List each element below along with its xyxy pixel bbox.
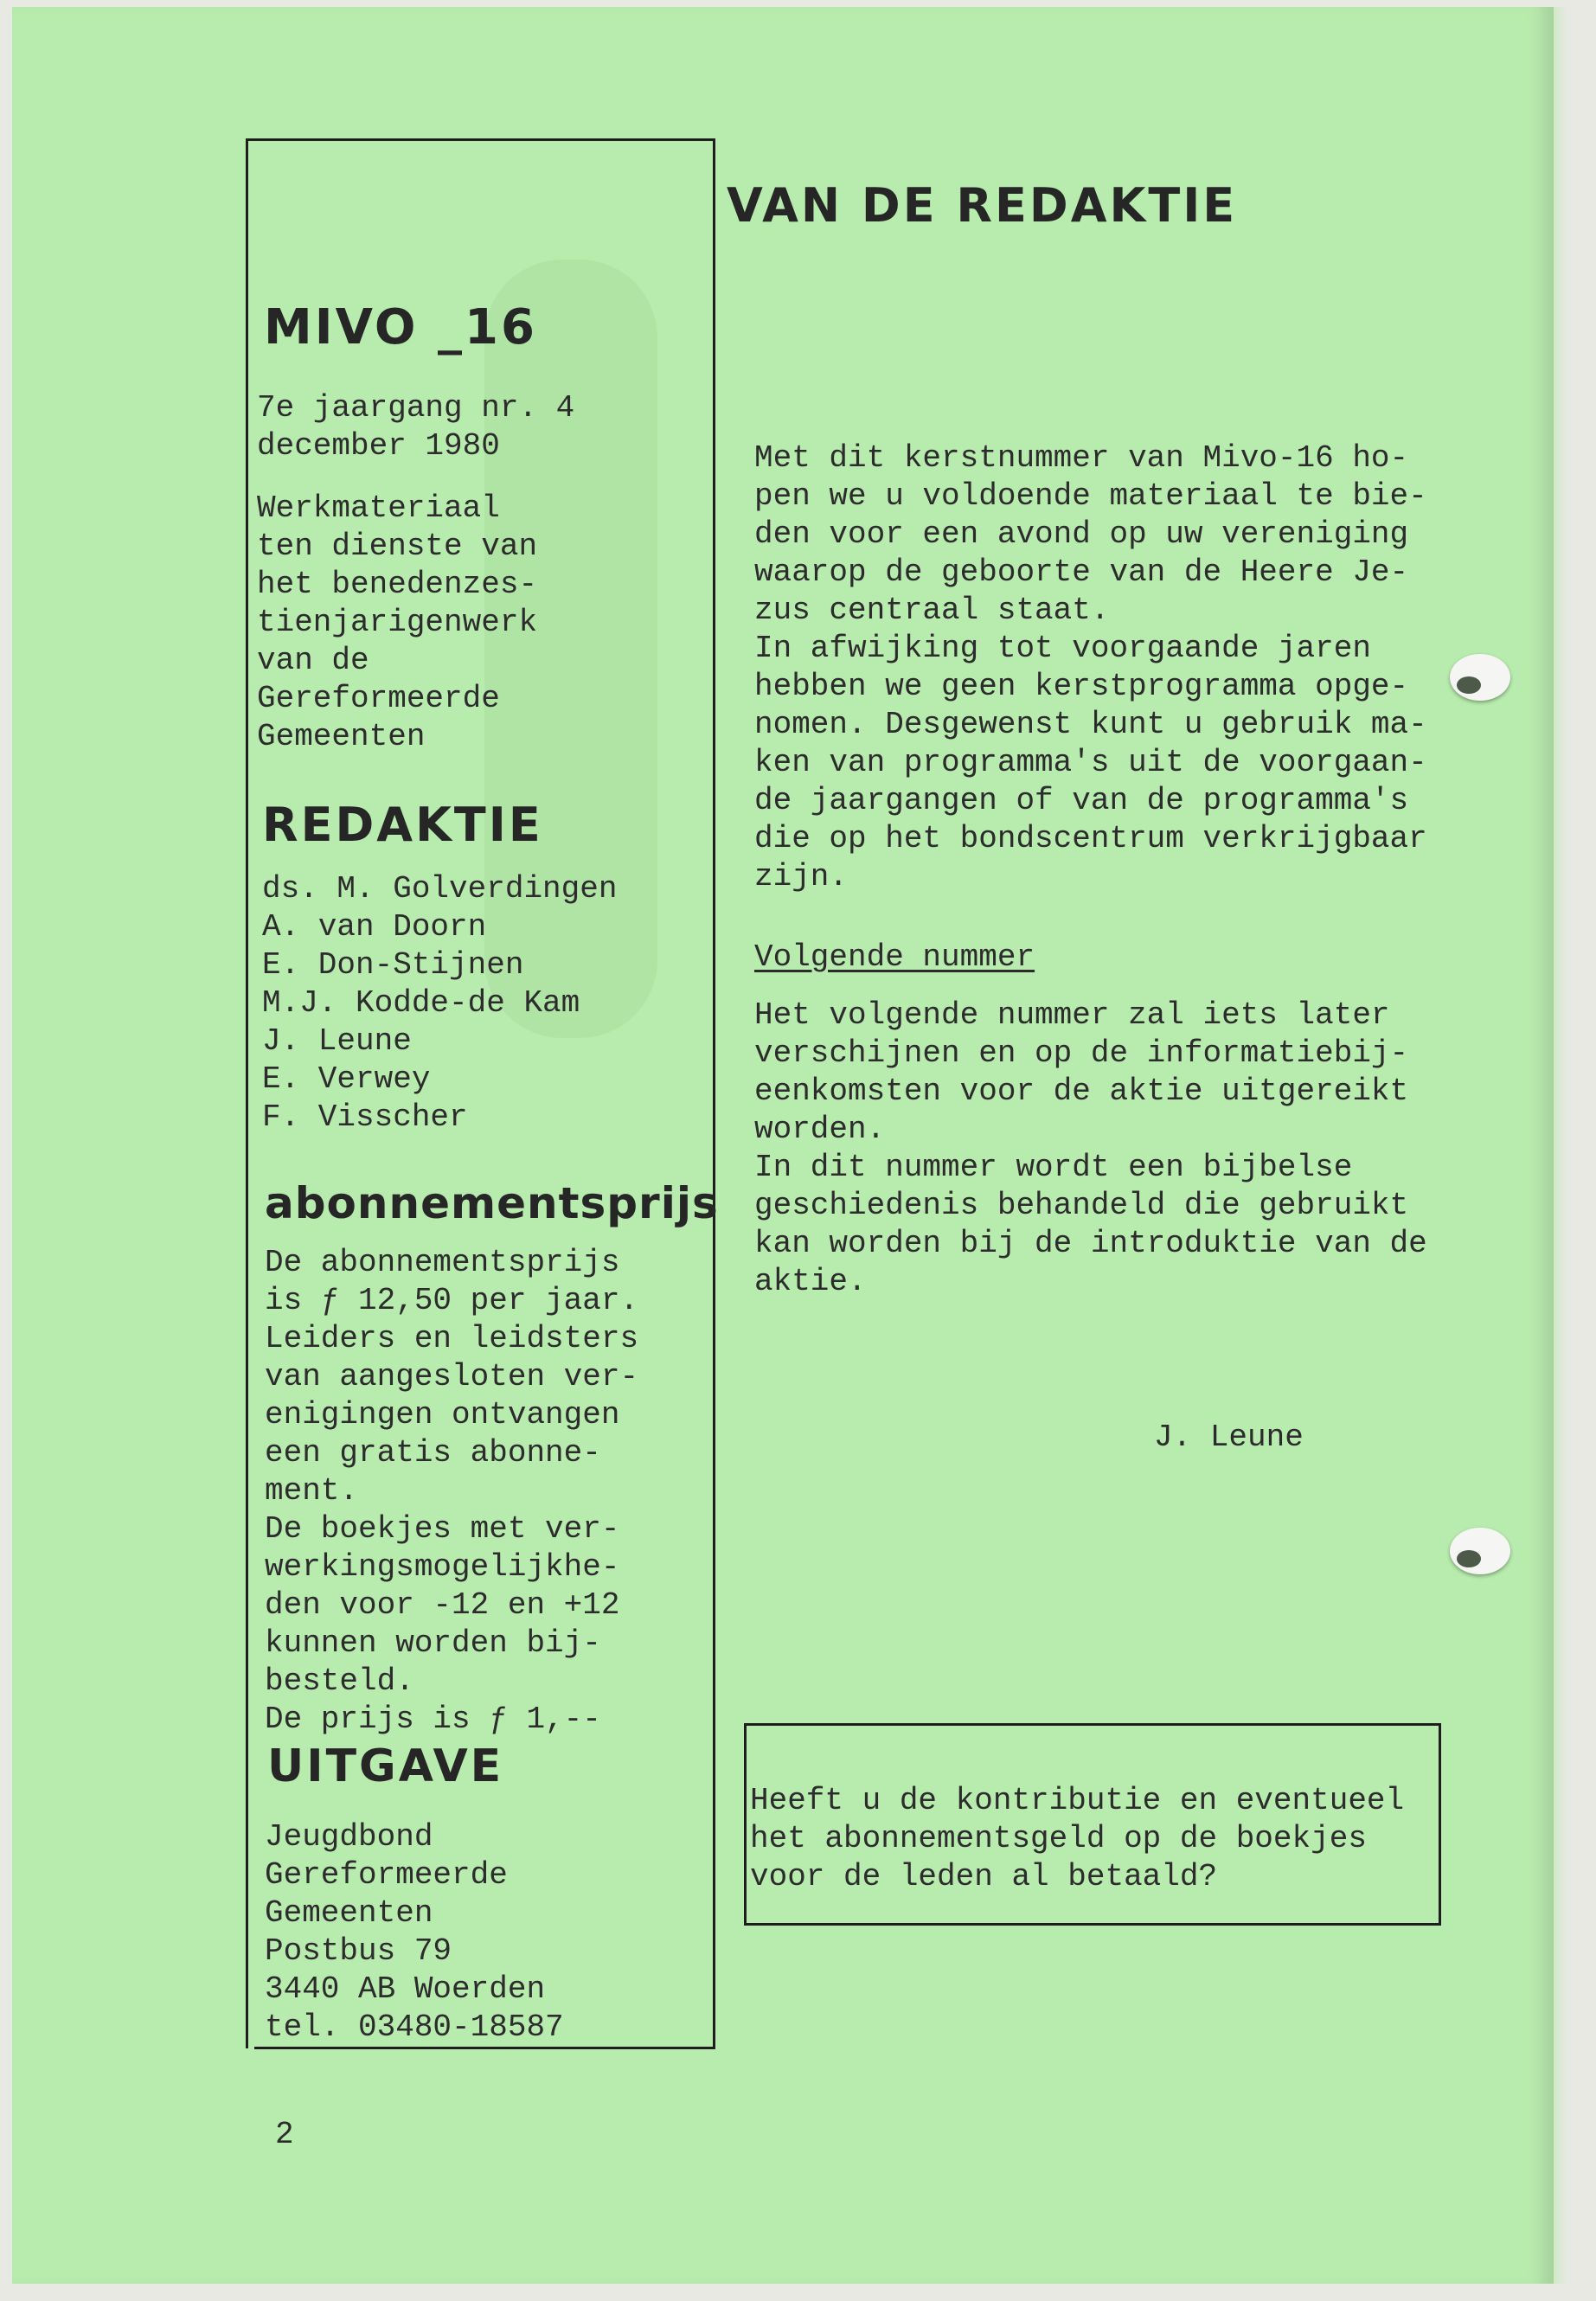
abonnement-line: werkingsmogelijkhe- (265, 1549, 620, 1585)
main-heading: VAN DE REDAKTIE (727, 178, 1238, 233)
abonnement-line: De prijs is ƒ 1,-- (265, 1702, 601, 1737)
uitgave-heading: UITGAVE (267, 1740, 504, 1792)
next-issue-line: Het volgende nummer zal iets later (754, 997, 1390, 1033)
editorial-line: waarop de geboorte van de Heere Je- (754, 554, 1409, 590)
next-issue-text (754, 997, 1427, 1301)
editorial-line: ken van programma's uit de voorgaan- (754, 745, 1427, 780)
editorial-line: den voor een avond op uw vereniging (754, 516, 1409, 552)
member-name: J. Leune (262, 1023, 412, 1059)
next-issue-line: geschiedenis behandeld die gebruikt (754, 1188, 1409, 1223)
description-line: het benedenzes- (257, 567, 538, 602)
reminder-line: Heeft u de kontributie en eventueel (750, 1783, 1405, 1818)
address-line: Gemeenten (265, 1895, 433, 1931)
issue-info (257, 389, 574, 465)
description-line: Gereformeerde (257, 681, 500, 716)
description-line: van de (257, 643, 369, 678)
next-issue-line: aktie. (754, 1264, 867, 1299)
address-line: Gereformeerde (265, 1857, 508, 1893)
address-line: tel. 03480-18587 (265, 2009, 564, 2045)
sidebar-left-rule (246, 138, 248, 2048)
abonnement-line: kunnen worden bij- (265, 1625, 601, 1661)
editorial-line: hebben we geen kerstprogramma opge- (754, 669, 1409, 704)
editorial-line: In afwijking tot voorgaande jaren (754, 631, 1371, 666)
abonnement-line: een gratis abonne- (265, 1435, 601, 1471)
reminder-line: het abonnementsgeld op de boekjes (750, 1821, 1367, 1856)
abonnement-line: besteld. (265, 1663, 414, 1699)
reminder-line: voor de leden al betaald? (750, 1859, 1218, 1894)
abonnement-line: De boekjes met ver- (265, 1511, 620, 1547)
abonnement-heading: abonnementsprijs (265, 1178, 719, 1228)
member-name: E. Verwey (262, 1061, 431, 1097)
redaktie-members (262, 870, 617, 1137)
issue-line: 7e jaargang nr. 4 (257, 390, 575, 426)
abonnement-line: van aangesloten ver- (265, 1359, 639, 1394)
next-issue-subheading: Volgende nummer (754, 939, 1035, 975)
abonnement-line: ment. (265, 1473, 359, 1509)
address-line: 3440 AB Woerden (265, 1971, 546, 2007)
abonnement-info (265, 1244, 638, 1739)
abonnement-line: is ƒ 12,50 per jaar. (265, 1283, 639, 1318)
description-line: ten dienste van (257, 529, 538, 564)
editorial-line: zus centraal staat. (754, 593, 1110, 628)
description-line: tienjarigenwerk (257, 605, 538, 640)
editorial-line: zijn. (754, 859, 849, 894)
editorial-line: Met dit kerstnummer van Mivo-16 ho- (754, 440, 1409, 476)
punch-hole-bottom (1450, 1528, 1510, 1574)
next-issue-line: verschijnen en op de informatiebij- (754, 1035, 1409, 1071)
magazine-description (257, 490, 537, 756)
payment-reminder-text (750, 1782, 1404, 1896)
member-name: ds. M. Golverdingen (262, 871, 618, 907)
redaktie-heading: REDAKTIE (262, 798, 543, 852)
page-edge (1554, 7, 1567, 2284)
member-name: A. van Doorn (262, 909, 487, 945)
editorial-intro (754, 439, 1427, 896)
address-line: Postbus 79 (265, 1933, 452, 1969)
page-number: 2 (275, 2117, 294, 2152)
punch-hole-top (1450, 654, 1510, 701)
editorial-line: de jaargangen of van de programma's (754, 783, 1409, 818)
abonnement-line: enigingen ontvangen (265, 1397, 620, 1433)
editorial-line: die op het bondscentrum verkrijgbaar (754, 821, 1427, 856)
editorial-line: nomen. Desgewenst kunt u gebruik ma- (754, 707, 1427, 742)
editorial-line: pen we u voldoende materiaal te bie- (754, 478, 1427, 514)
address-line: Jeugdbond (265, 1819, 433, 1855)
description-line: Werkmateriaal (257, 490, 500, 526)
signature: J. Leune (1154, 1420, 1304, 1455)
next-issue-line: eenkomsten voor de aktie uitgereikt (754, 1074, 1409, 1109)
abonnement-line: den voor -12 en +12 (265, 1587, 620, 1623)
magazine-title: MIVO _16 (264, 299, 537, 356)
member-name: F. Visscher (262, 1099, 468, 1135)
member-name: E. Don-Stijnen (262, 947, 524, 983)
abonnement-line: Leiders en leidsters (265, 1321, 639, 1356)
next-issue-line: worden. (754, 1112, 886, 1147)
next-issue-line: In dit nummer wordt een bijbelse (754, 1150, 1353, 1185)
member-name: M.J. Kodde-de Kam (262, 985, 580, 1021)
uitgave-address (265, 1818, 564, 2047)
next-issue-line: kan worden bij de introduktie van de (754, 1226, 1427, 1261)
abonnement-line: De abonnementsprijs (265, 1245, 620, 1280)
description-line: Gemeenten (257, 719, 426, 754)
issue-line: december 1980 (257, 428, 500, 464)
